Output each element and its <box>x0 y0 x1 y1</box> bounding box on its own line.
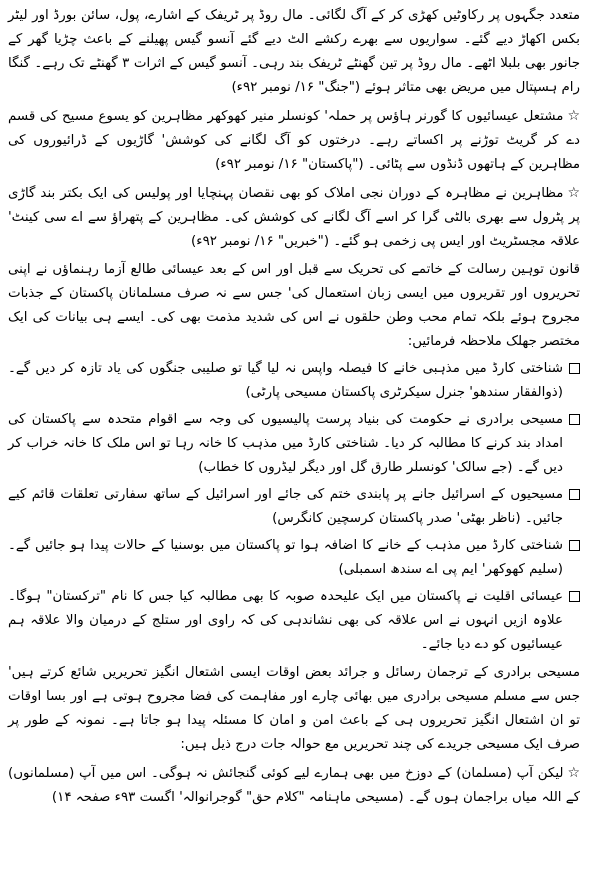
list-item-text: مسیحی برادری نے حکومت کی بنیاد پرست پالیسیوں کی وجہ سے اقوام متحدہ سے پاکستان کی امداد بند کرنے کا مطالبہ کر دیا۔ شناختی کارڈ میں مذہب کا خانہ رہا تو اس ملک کا خانہ خراب کر دیں گے۔ (جے سالک' کونسلر طارق گل اور دیگر لیڈروں کا خطاب) <box>8 412 563 475</box>
paragraph-journals: مسیحی برادری کے ترجمان رسائل و جرائد بعض اوقات ایسی اشتعال انگیز تحریریں شائع کرتے ہیں' جس سے مسلم مسیحی برادری میں بھائی چارے اور مفاہمت کی فضا مجروح ہوتی ہے اور بسا اوقات تو ان اشتعال انگیز تحریروں ہی کے باعث امن و امان کا مسئلہ پیدا ہو جاتا ہے۔ نمونہ کے طور پر صرف ایک مسیحی جریدے کی چند تحریریں مع حوالہ جات درج ذیل ہیں: <box>8 665 580 752</box>
checkbox-bullet-icon <box>569 414 580 425</box>
list-item-text: عیسائی اقلیت نے پاکستان میں ایک علیحدہ صوبہ کا بھی مطالبہ کیا جس کا نام "ترکستان" ہوگا۔ علاوہ ازیں انہوں نے اس علاقہ کی بھی نشاندہی کی کہ راوی اور ستلج کے درمیان والا علاقہ ہم عیسائیوں کو دے دیا جائے۔ <box>8 589 563 652</box>
paragraph-quote <box>8 761 580 810</box>
list-item <box>8 585 580 657</box>
list-item <box>8 357 580 405</box>
list-item-text: شناختی کارڈ میں مذہب کے خانے کا اضافہ ہوا تو پاکستان میں بوسنیا کے حالات پیدا ہو جائیں گے۔ (سلیم کھوکھر' ایم پی اے سندھ اسمبلی) <box>8 538 563 577</box>
list-item <box>8 483 580 531</box>
paragraph-intro-statements: قانون توہین رسالت کے خاتمے کی تحریک سے قبل اور اس کے بعد عیسائی طالع آزما رہنماؤں نے اپنی تحریروں اور تقریروں میں ایسی زبان استعمال کی' جس سے نہ صرف مسلمانان پاکستان کے جذبات مجروح ہوئے بلکہ تمام محب وطن حلقوں نے اس کی شدید مذمت بھی کی۔ ایسے ہی بیانات کی ایک مختصر جھلک ملاحظہ فرمائیں: <box>8 262 580 349</box>
paragraph-text: مظاہرین نے مظاہرہ کے دوران نجی املاک کو بھی نقصان پہنچایا اور پولیس کی ایک بکتر بند گاڑی پر پٹرول سے بھری بالٹی گرا کر اسے آگ لگانے کی کوشش کی۔ مظاہرین کے پتھراؤ سے اے سی کینٹ' علاقہ مجسٹریٹ اور ایس پی زخمی ہو گئے۔ ("خبریں" ۱۶/ نومبر ۹۲ء) <box>8 186 580 249</box>
paragraph-property-damage <box>8 181 580 254</box>
checkbox-bullet-icon <box>569 363 580 374</box>
checkbox-bullet-icon <box>569 591 580 602</box>
checkbox-bullet-icon <box>569 540 580 551</box>
list-item-text: مسیحیوں کے اسرائیل جانے پر پابندی ختم کی جائے اور اسرائیل کے ساتھ سفارتی تعلقات قائم کیے جائیں۔ (ناظر بھٹی' صدر پاکستان کرسچین کانگرس) <box>8 487 563 526</box>
star-icon: ☆ <box>567 765 580 781</box>
checkbox-bullet-icon <box>569 489 580 500</box>
list-item <box>8 408 580 480</box>
paragraph-text: لیکن آپ (مسلمان) کے دوزخ میں بھی ہمارے لیے کوئی گنجائش نہ ہوگی۔ اس میں آپ (مسلمانوں) کے اللہ میاں براجمان ہوں گے۔ (مسیحی ماہنامہ "کلام حق" گوجرانوالہ' اگست ۹۳ء صفحہ ۱۴) <box>8 766 580 805</box>
list-item <box>8 534 580 582</box>
star-icon: ☆ <box>567 108 580 124</box>
paragraph-text: مشتعل عیسائیوں کا گورنر ہاؤس پر حملہ' کونسلر منیر کھوکھر مظاہرین کو یسوع مسیح کی قسم دے کر گریٹ توڑنے پر اکساتے رہے۔ درختوں کو آگ لگانے کی کوشش' گاڑیوں کے ڈرائیوروں کی مظاہرین کے ہاتھوں ڈنڈوں سے پٹائی۔ ("پاکستان" ۱۶/ نومبر ۹۲ء) <box>8 109 580 172</box>
star-icon: ☆ <box>567 185 580 201</box>
paragraph-mall-road-protest: متعدد جگہوں پر رکاوٹیں کھڑی کر کے آگ لگائی۔ مال روڈ پر ٹریفک کے اشارے، پول، سائن بورڈ اور لیٹر بکس اکھاڑ دیے گئے۔ سواریوں سے بھرے رکشے الٹ دیے گئے آنسو گیس پھیلنے کے باعث چڑیا گھر کے جانور بھی بلبلا اٹھے۔ مال روڈ پر تین گھنٹے ٹریفک بند رہی۔ آنسو گیس کے اثرات ۳ گھنٹے تک رہے۔ گنگا رام ہسپتال میں مریض بھی متاثر ہوئے ("جنگ" ۱۶/ نومبر ۹۲ء) <box>8 8 580 95</box>
list-item-text: شناختی کارڈ میں مذہبی خانے کا فیصلہ واپس نہ لیا گیا تو صلیبی جنگوں کی یاد تازہ کر دیں گے۔ (ذوالفقار سندھو' جنرل سیکرٹری پاکستان مسیحی پارٹی) <box>8 361 563 400</box>
paragraph-governor-house-attack <box>8 104 580 177</box>
